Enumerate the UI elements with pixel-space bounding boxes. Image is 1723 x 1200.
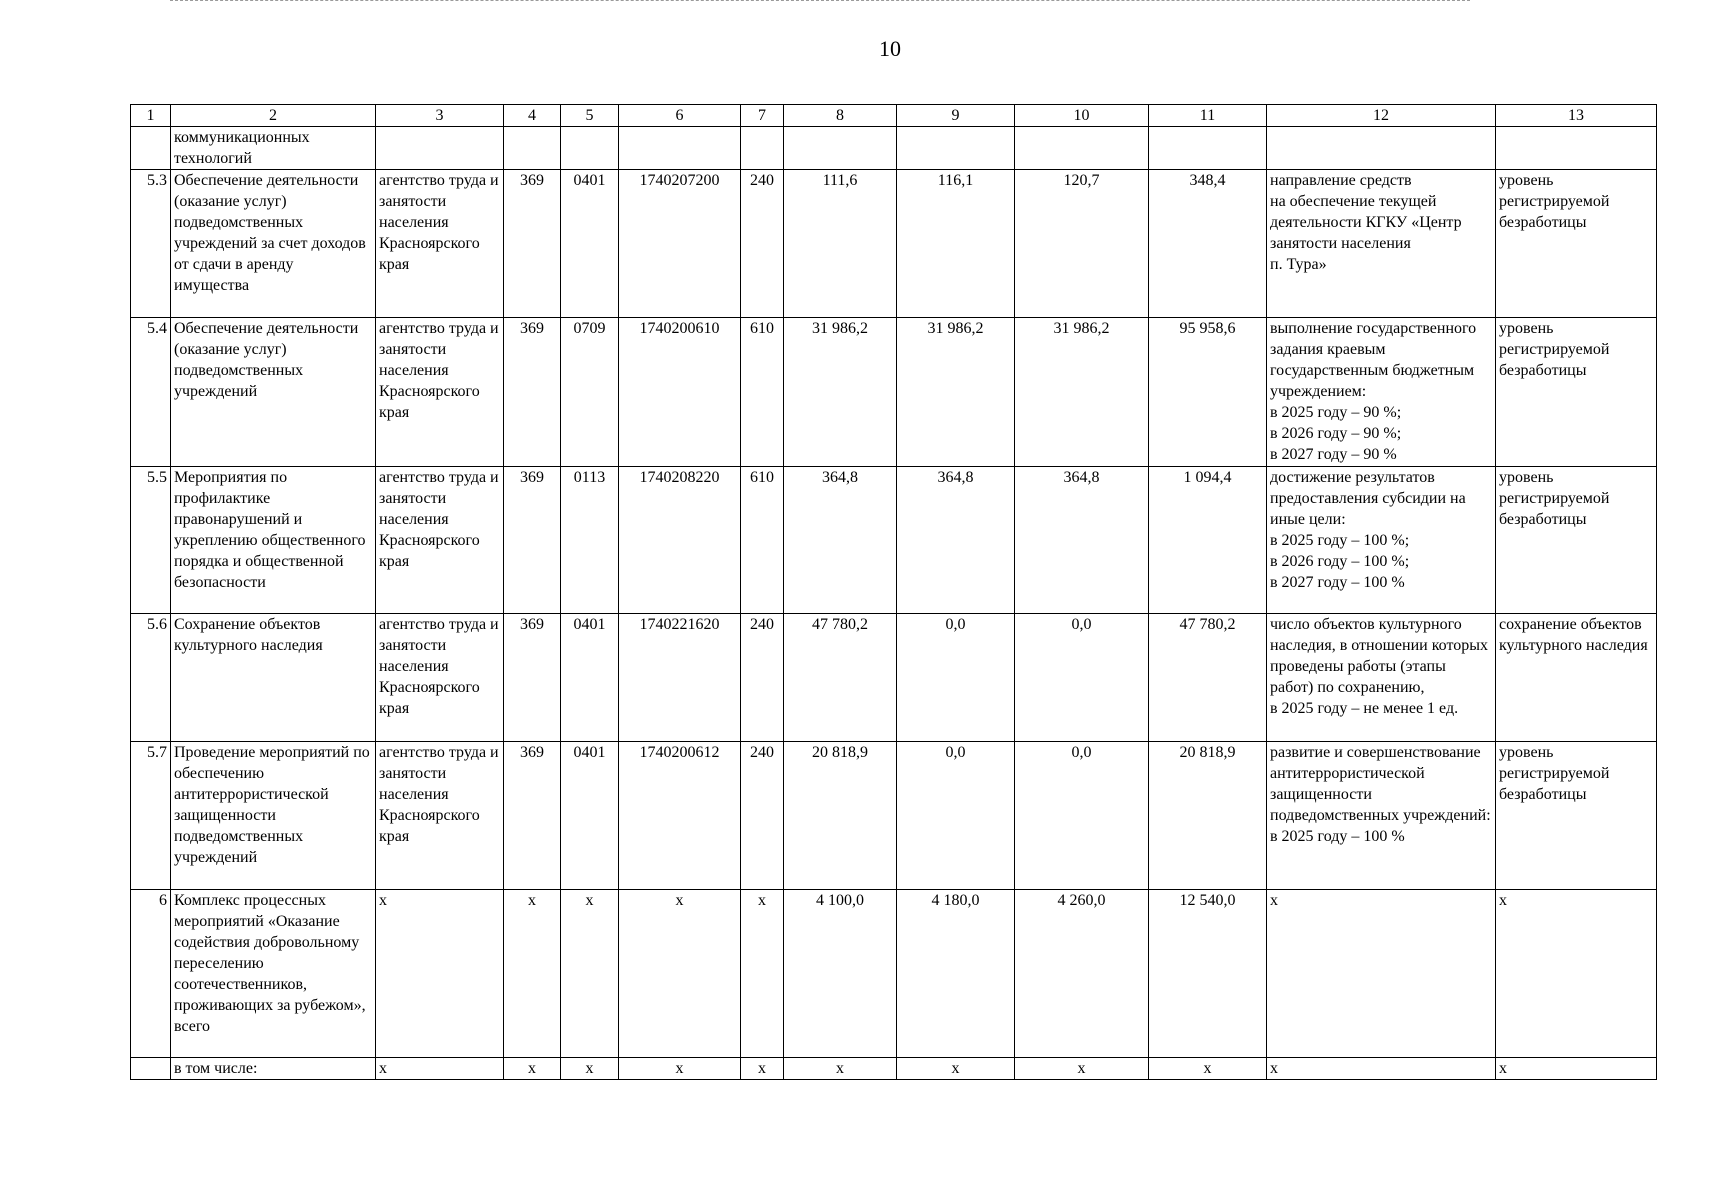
- amount-2025: 4 100,0: [784, 890, 897, 1058]
- expected-result: достижение результатов предоставления субсидии на иные цели: в 2025 году – 100 %; в 2026 году – 100 %; в 2027 году – 100 %: [1267, 467, 1496, 614]
- amount-2026: 0,0: [897, 614, 1015, 742]
- expense-type-code: [741, 127, 784, 170]
- row-number: [131, 1058, 171, 1080]
- expense-type-code: 240: [741, 742, 784, 890]
- row-number: 5.6: [131, 614, 171, 742]
- gp-code: 369: [504, 742, 561, 890]
- amount-2027: х: [1015, 1058, 1149, 1080]
- section-code: [561, 127, 619, 170]
- amount-2025: 47 780,2: [784, 614, 897, 742]
- expected-result: развитие и совершенствование антитеррористической защищенности подведомственных учреждений: в 2025 году – 100 %: [1267, 742, 1496, 890]
- row-number: 5.3: [131, 170, 171, 318]
- target-article-code: 1740221620: [619, 614, 741, 742]
- budget-table: [130, 104, 1657, 1080]
- indicator-impact: х: [1496, 1058, 1657, 1080]
- section-code: 0401: [561, 742, 619, 890]
- amount-2026: х: [897, 1058, 1015, 1080]
- table-row: [131, 170, 1657, 318]
- expense-type-code: 610: [741, 318, 784, 467]
- amount-2026: 116,1: [897, 170, 1015, 318]
- row-number: [131, 127, 171, 170]
- amount-total: 20 818,9: [1149, 742, 1267, 890]
- amount-2027: 31 986,2: [1015, 318, 1149, 467]
- page-number: 10: [879, 36, 901, 61]
- amount-2025: 364,8: [784, 467, 897, 614]
- measure-name: Комплекс процессных мероприятий «Оказание содействия добровольному переселению соотечественников, проживающих за рубежом», всего: [171, 890, 376, 1058]
- responsible-agency: х: [376, 1058, 504, 1080]
- amount-total: 348,4: [1149, 170, 1267, 318]
- amount-2026: 364,8: [897, 467, 1015, 614]
- table-row: [131, 318, 1657, 467]
- responsible-agency: агентство труда и занятости населения Красноярского края: [376, 170, 504, 318]
- amount-2025: х: [784, 1058, 897, 1080]
- amount-total: 1 094,4: [1149, 467, 1267, 614]
- gp-code: х: [504, 890, 561, 1058]
- column-header: 5: [561, 105, 619, 127]
- measure-name: Обеспечение деятельности (оказание услуг) подведомственных учреждений за счет доходов от сдачи в аренду имущества: [171, 170, 376, 318]
- target-article-code: 1740200610: [619, 318, 741, 467]
- row-number: 5.4: [131, 318, 171, 467]
- indicator-impact: [1496, 127, 1657, 170]
- column-header: 13: [1496, 105, 1657, 127]
- expense-type-code: 610: [741, 467, 784, 614]
- indicator-impact: х: [1496, 890, 1657, 1058]
- gp-code: х: [504, 1058, 561, 1080]
- target-article-code: 1740200612: [619, 742, 741, 890]
- amount-2025: 20 818,9: [784, 742, 897, 890]
- measure-name: Проведение мероприятий по обеспечению антитеррористической защищенности подведомственных учреждений: [171, 742, 376, 890]
- section-code: х: [561, 890, 619, 1058]
- section-code: 0709: [561, 318, 619, 467]
- responsible-agency: агентство труда и занятости населения Красноярского края: [376, 467, 504, 614]
- amount-2026: 0,0: [897, 742, 1015, 890]
- table-row: [131, 742, 1657, 890]
- measure-name: в том числе:: [171, 1058, 376, 1080]
- column-header: 9: [897, 105, 1015, 127]
- expense-type-code: х: [741, 1058, 784, 1080]
- amount-total: х: [1149, 1058, 1267, 1080]
- amount-2027: 120,7: [1015, 170, 1149, 318]
- amount-2025: 31 986,2: [784, 318, 897, 467]
- column-header: 10: [1015, 105, 1149, 127]
- gp-code: 369: [504, 614, 561, 742]
- amount-total: 95 958,6: [1149, 318, 1267, 467]
- table-row: [131, 1058, 1657, 1080]
- amount-total: 47 780,2: [1149, 614, 1267, 742]
- column-number-row: [131, 105, 1657, 127]
- section-code: 0401: [561, 170, 619, 318]
- amount-total: 12 540,0: [1149, 890, 1267, 1058]
- row-number: 5.7: [131, 742, 171, 890]
- target-article-code: 1740207200: [619, 170, 741, 318]
- table-row: [131, 467, 1657, 614]
- amount-2027: [1015, 127, 1149, 170]
- expense-type-code: 240: [741, 170, 784, 318]
- expected-result: [1267, 127, 1496, 170]
- indicator-impact: уровень регистрируемой безработицы: [1496, 170, 1657, 318]
- expected-result: направление средств на обеспечение текущей деятельности КГКУ «Центр занятости населения п. Тура»: [1267, 170, 1496, 318]
- measure-name: Мероприятия по профилактике правонарушений и укреплению общественного порядка и общественной безопасности: [171, 467, 376, 614]
- amount-total: [1149, 127, 1267, 170]
- column-header: 6: [619, 105, 741, 127]
- measure-name: Сохранение объектов культурного наследия: [171, 614, 376, 742]
- indicator-impact: уровень регистрируемой безработицы: [1496, 742, 1657, 890]
- amount-2025: [784, 127, 897, 170]
- indicator-impact: уровень регистрируемой безработицы: [1496, 467, 1657, 614]
- gp-code: [504, 127, 561, 170]
- column-header: 1: [131, 105, 171, 127]
- section-code: 0113: [561, 467, 619, 614]
- amount-2027: 0,0: [1015, 614, 1149, 742]
- section-code: х: [561, 1058, 619, 1080]
- gp-code: 369: [504, 170, 561, 318]
- column-header: 2: [171, 105, 376, 127]
- responsible-agency: [376, 127, 504, 170]
- amount-2025: 111,6: [784, 170, 897, 318]
- amount-2026: [897, 127, 1015, 170]
- row-number: 6: [131, 890, 171, 1058]
- column-header: 11: [1149, 105, 1267, 127]
- measure-name: коммуникационных технологий: [171, 127, 376, 170]
- target-article-code: [619, 127, 741, 170]
- table-row: [131, 614, 1657, 742]
- expense-type-code: х: [741, 890, 784, 1058]
- amount-2026: 4 180,0: [897, 890, 1015, 1058]
- amount-2027: 0,0: [1015, 742, 1149, 890]
- amount-2027: 364,8: [1015, 467, 1149, 614]
- gp-code: 369: [504, 467, 561, 614]
- expected-result: выполнение государственного задания краевым государственным бюджетным учреждением: в 2025 году – 90 %; в 2026 году – 90 %; в 2027 году – 90 %: [1267, 318, 1496, 467]
- expected-result: х: [1267, 1058, 1496, 1080]
- column-header: 4: [504, 105, 561, 127]
- responsible-agency: агентство труда и занятости населения Красноярского края: [376, 614, 504, 742]
- indicator-impact: сохранение объектов культурного наследия: [1496, 614, 1657, 742]
- responsible-agency: х: [376, 890, 504, 1058]
- target-article-code: х: [619, 890, 741, 1058]
- target-article-code: х: [619, 1058, 741, 1080]
- top-scan-rule: [170, 0, 1470, 1]
- column-header: 8: [784, 105, 897, 127]
- gp-code: 369: [504, 318, 561, 467]
- section-code: 0401: [561, 614, 619, 742]
- responsible-agency: агентство труда и занятости населения Красноярского края: [376, 318, 504, 467]
- target-article-code: 1740208220: [619, 467, 741, 614]
- amount-2027: 4 260,0: [1015, 890, 1149, 1058]
- table-row: [131, 890, 1657, 1058]
- amount-2026: 31 986,2: [897, 318, 1015, 467]
- column-header: 12: [1267, 105, 1496, 127]
- row-number: 5.5: [131, 467, 171, 614]
- table-row: [131, 127, 1657, 170]
- expense-type-code: 240: [741, 614, 784, 742]
- expected-result: число объектов культурного наследия, в отношении которых проведены работы (этапы работ) по сохранению, в 2025 году – не менее 1 ед.: [1267, 614, 1496, 742]
- indicator-impact: уровень регистрируемой безработицы: [1496, 318, 1657, 467]
- column-header: 7: [741, 105, 784, 127]
- column-header: 3: [376, 105, 504, 127]
- measure-name: Обеспечение деятельности (оказание услуг) подведомственных учреждений: [171, 318, 376, 467]
- responsible-agency: агентство труда и занятости населения Красноярского края: [376, 742, 504, 890]
- expected-result: х: [1267, 890, 1496, 1058]
